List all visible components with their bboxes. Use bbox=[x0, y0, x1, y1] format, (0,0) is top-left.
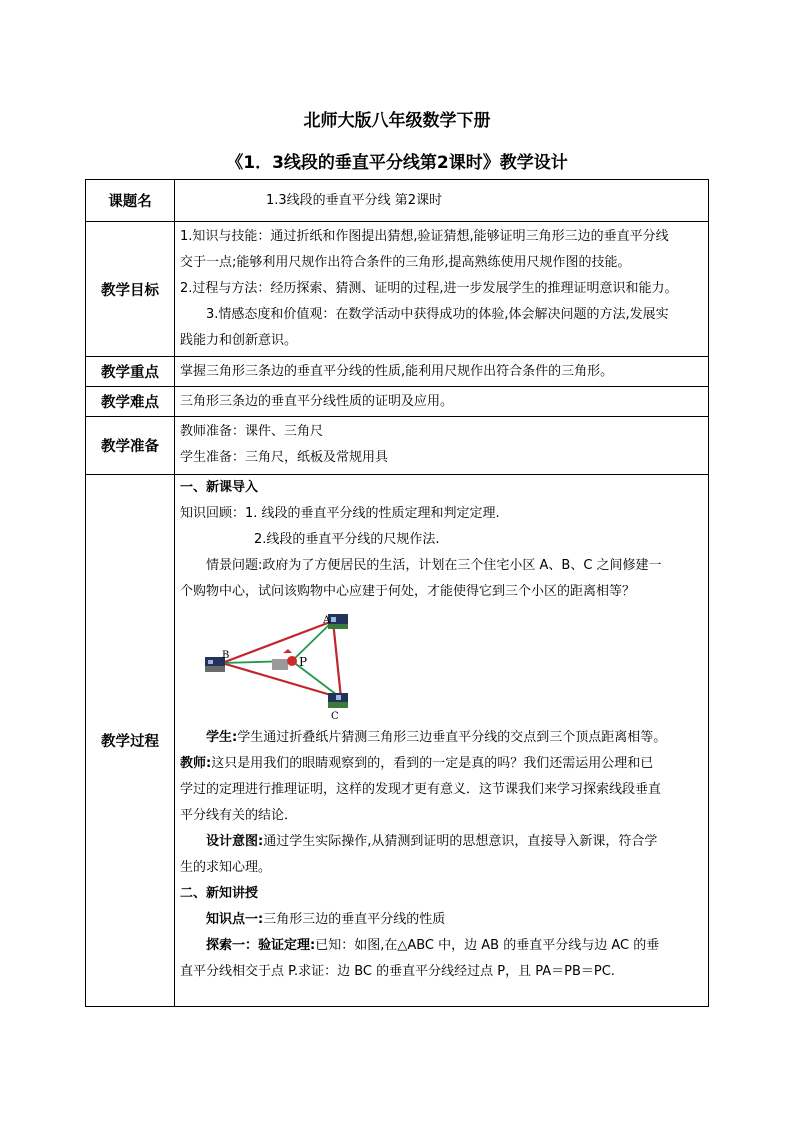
side-ab bbox=[222, 621, 333, 663]
row-key bbox=[86, 357, 709, 387]
scene-line-2: 个购物中心，试问该购物中心应建于何处，才能使得它到三个小区的距离相等？ bbox=[180, 584, 636, 599]
prep-student: 学生准备：三角尺，纸板及常规用具 bbox=[180, 450, 389, 465]
review-line-2: 2.线段的垂直平分线的尺规作法. bbox=[254, 532, 440, 547]
goals-line-3: 2.过程与方法：经历探索、猜测、证明的过程,进一步发展学生的推理证明意识和能力。 bbox=[180, 281, 678, 296]
intent-line-1: 设计意图:通过学生实际操作,从猜测到证明的思想意识，直接导入新课，符合学 bbox=[206, 834, 658, 849]
house-a-icon bbox=[328, 614, 348, 629]
intent-line-2: 生的求知心理。 bbox=[180, 860, 272, 875]
topic-value: 1.3线段的垂直平分线 第2课时 bbox=[266, 192, 443, 208]
prep-teacher: 教师准备：课件、三角尺 bbox=[180, 424, 324, 439]
label-difficult: 教学难点 bbox=[86, 387, 175, 417]
row-goals bbox=[86, 222, 709, 357]
teacher-line-1: 教师:这只是用我们的眼睛观察到的，看到的一定是真的吗？我们还需运用公理和已 bbox=[180, 756, 654, 771]
triangle-figure bbox=[180, 609, 480, 725]
document-subtitle: 《1．3线段的垂直平分线第2课时》教学设计 bbox=[226, 153, 568, 173]
goals-line-1: 1.知识与技能：通过折纸和作图提出猜想,验证猜想,能够证明三角形三边的垂直平分线 bbox=[180, 229, 669, 244]
label-c: C bbox=[331, 711, 339, 722]
row-process bbox=[86, 475, 709, 1007]
student-line: 学生:学生通过折叠纸片猜测三角形三边垂直平分线的交点到三个顶点距离相等。 bbox=[206, 730, 667, 745]
review-line-1: 知识回顾：1. 线段的垂直平分线的性质定理和判定定理. bbox=[180, 506, 500, 521]
teacher-line-3: 平分线有关的结论． bbox=[180, 808, 298, 823]
difficult-value: 三角形三条边的垂直平分线性质的证明及应用。 bbox=[180, 393, 454, 409]
row-prep bbox=[86, 417, 709, 475]
teacher-line-2: 学过的定理进行推理证明，这样的发现才更有意义．这节课我们来学习探索线段垂直 bbox=[180, 782, 662, 797]
explore-line-1: 探索一：验证定理:已知：如图,在△ABC 中，边 AB 的垂直平分线与边 AC 的垂 bbox=[206, 938, 660, 953]
explore-line-2: 直平分线相交于点 P.求证：边 BC 的垂直平分线经过点 P，且 PA＝PB＝PC. bbox=[180, 964, 615, 979]
goals-line-4: 3.情感态度和价值观：在数学活动中获得成功的体验,体会解决问题的方法,发展实 bbox=[206, 307, 669, 322]
key-value: 掌握三角形三条边的垂直平分线的性质,能利用尺规作出符合条件的三角形。 bbox=[180, 363, 614, 379]
label-prep: 教学准备 bbox=[86, 417, 175, 475]
document-title: 北师大版八年级数学下册 bbox=[303, 111, 491, 131]
lesson-plan-table bbox=[85, 179, 709, 1007]
scene-line-1: 情景问题:政府为了方便居民的生活，计划在三个住宅小区 A、B、C 之间修建一 bbox=[206, 558, 662, 573]
shopping-center-icon bbox=[272, 649, 297, 670]
knowledge-point-line: 知识点一:三角形三边的垂直平分线的性质 bbox=[206, 912, 446, 927]
label-a: A bbox=[323, 615, 331, 626]
label-process: 教学过程 bbox=[86, 475, 175, 1007]
side-ac bbox=[333, 621, 341, 698]
section-new-knowledge: 二、新知讲授 bbox=[180, 886, 259, 901]
label-p: P bbox=[299, 655, 308, 669]
goals-line-5: 践能力和创新意识。 bbox=[180, 333, 298, 348]
goals-line-2: 交于一点;能够利用尺规作出符合条件的三角形,提高熟练使用尺规作图的技能。 bbox=[180, 255, 631, 270]
label-topic: 课题名 bbox=[86, 180, 175, 222]
label-b: B bbox=[222, 650, 230, 661]
label-key: 教学重点 bbox=[86, 357, 175, 387]
section-intro: 一、新课导入 bbox=[180, 480, 259, 495]
triangle-diagram bbox=[180, 609, 480, 725]
label-goals: 教学目标 bbox=[86, 222, 175, 357]
house-c-icon bbox=[328, 693, 348, 708]
row-difficult bbox=[86, 387, 709, 417]
row-topic bbox=[86, 180, 709, 222]
